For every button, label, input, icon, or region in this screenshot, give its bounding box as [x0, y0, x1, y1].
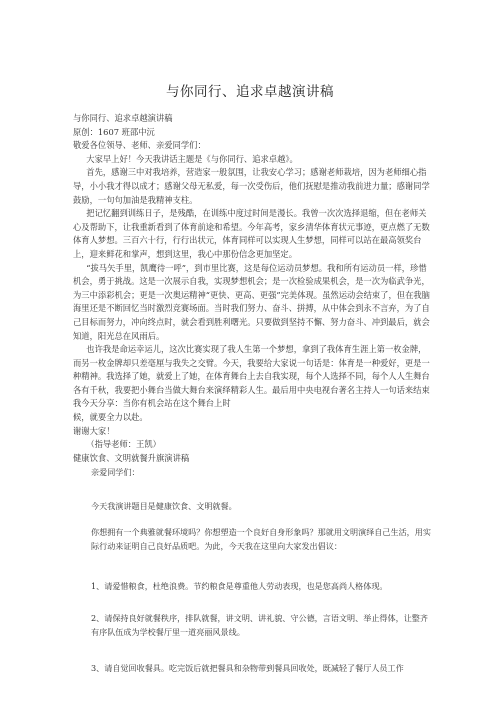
paragraph: （指导老师：王凯）	[86, 439, 161, 450]
paragraph: 2、请保持良好就餐秩序，排队就餐，讲文明、讲礼貌、守公德，言语文明、举止得体，让整齐有序队伍成为学校餐厅里一道亮丽风景线。	[91, 613, 428, 637]
paragraph: 首先，感谢三中对我培养，营造家一般氛围，让我安心学习；感谢老师栽培，因为老师细心指导，小小我才得以成才；感谢父母无私爱，每一次受伤后，他们抚慰是推动我前进力量；感谢同学鼓励，一句句加油是我精神支柱。	[73, 167, 430, 205]
paragraph: 敬爱各位领导、老师、亲爱同学们：	[73, 140, 206, 151]
paragraph: 与你同行、追求卓越演讲稿	[73, 113, 173, 123]
paragraph: 今天我演讲题目是健康饮食、文明就餐。	[91, 501, 237, 511]
paragraph: 健康饮食、文明就餐升旗演讲稿	[73, 452, 190, 463]
paragraph: 大家早上好！今天我讲话主题是《与你同行、追求卓越》。	[86, 153, 298, 164]
speech-section-1	[73, 112, 433, 465]
paragraph: 候，就要全力以赴。	[73, 412, 148, 423]
document-title: 与你同行、追求卓越演讲稿	[166, 84, 334, 100]
paragraph: 亲爱同学们：	[91, 467, 140, 477]
paragraph: 把记忆翻到训练日子，是残酷，在训练中度过时间是漫长。我曾一次次选择退缩，但在老师关心及帮助下，让我重新看到了体育前途和希望。今年高考，家乡清华体育状元事迹，更点燃了无数体育人梦想。三百六十行，行行出状元，体育同样可以实现人生梦想，同样可以站在最高领奖台上，迎来鲜花和掌声，想到这里，我心中那份信念更加坚定。	[73, 208, 430, 259]
paragraph: 3、请自觉回收餐具。吃完饭后就把餐具和杂物带到餐具回收处，既减轻了餐厅人员工作	[91, 663, 404, 673]
paragraph: 你想拥有一个典雅就餐环境吗？你想塑造一个良好自身形象吗？那就用文明演绎自己生活，用实际行动来证明自己良好品质吧。为此，今天我在这里向大家发出倡议：	[91, 527, 431, 551]
paragraph: 也许我是命运幸运儿，这次比赛实现了我人生第一个梦想，拿到了我体育生涯上第一枚金牌，而另一枚金牌却只差毫厘与我失之交臂。今天，我要给大家说一句话是：体育是一种爱好，更是一种精神。我选择了她，就爱上了她，在体育舞台上去自我实现，每个人选择不同，每个人人生舞台各有千秋，我要把小舞台当做大舞台来演绎精彩人生。最后用中央电视台著名主持人一句话来结束我今天分享：当你有机会站在这个舞台上时	[73, 344, 430, 409]
paragraph: 原创：1607 班邵中沅	[73, 126, 155, 137]
paragraph: 1、请爱惜粮食，杜绝浪费。节约粮食是尊重他人劳动表现，也是您高尚人格体现。	[91, 581, 388, 591]
paragraph: 谢谢大家！	[73, 425, 115, 436]
paragraph: “拔马矢手里，凯鹰待一呼”，到市里比赛，这是每位运动员梦想。我和所有运动员一样，珍惜机会，勇于挑战。这是一次展示自我，实现梦想机会；是一次检验成果机会，是一次为临武争光，为三中添彩机会；更是一次奥运精神“更快、更高、更强”完美体现。虽然运动会结束了，但在我脑海里还是不断回忆当时激烈竞赛场面。当时我们努力、奋斗、拼搏，从中体会到永不言弃，为了自己目标而努力，冲向终点时，就会看到胜利曙光。只要做到坚持不懈、努力奋斗、冲到最后，就会知道，阳光总在风雨后。	[73, 262, 430, 341]
